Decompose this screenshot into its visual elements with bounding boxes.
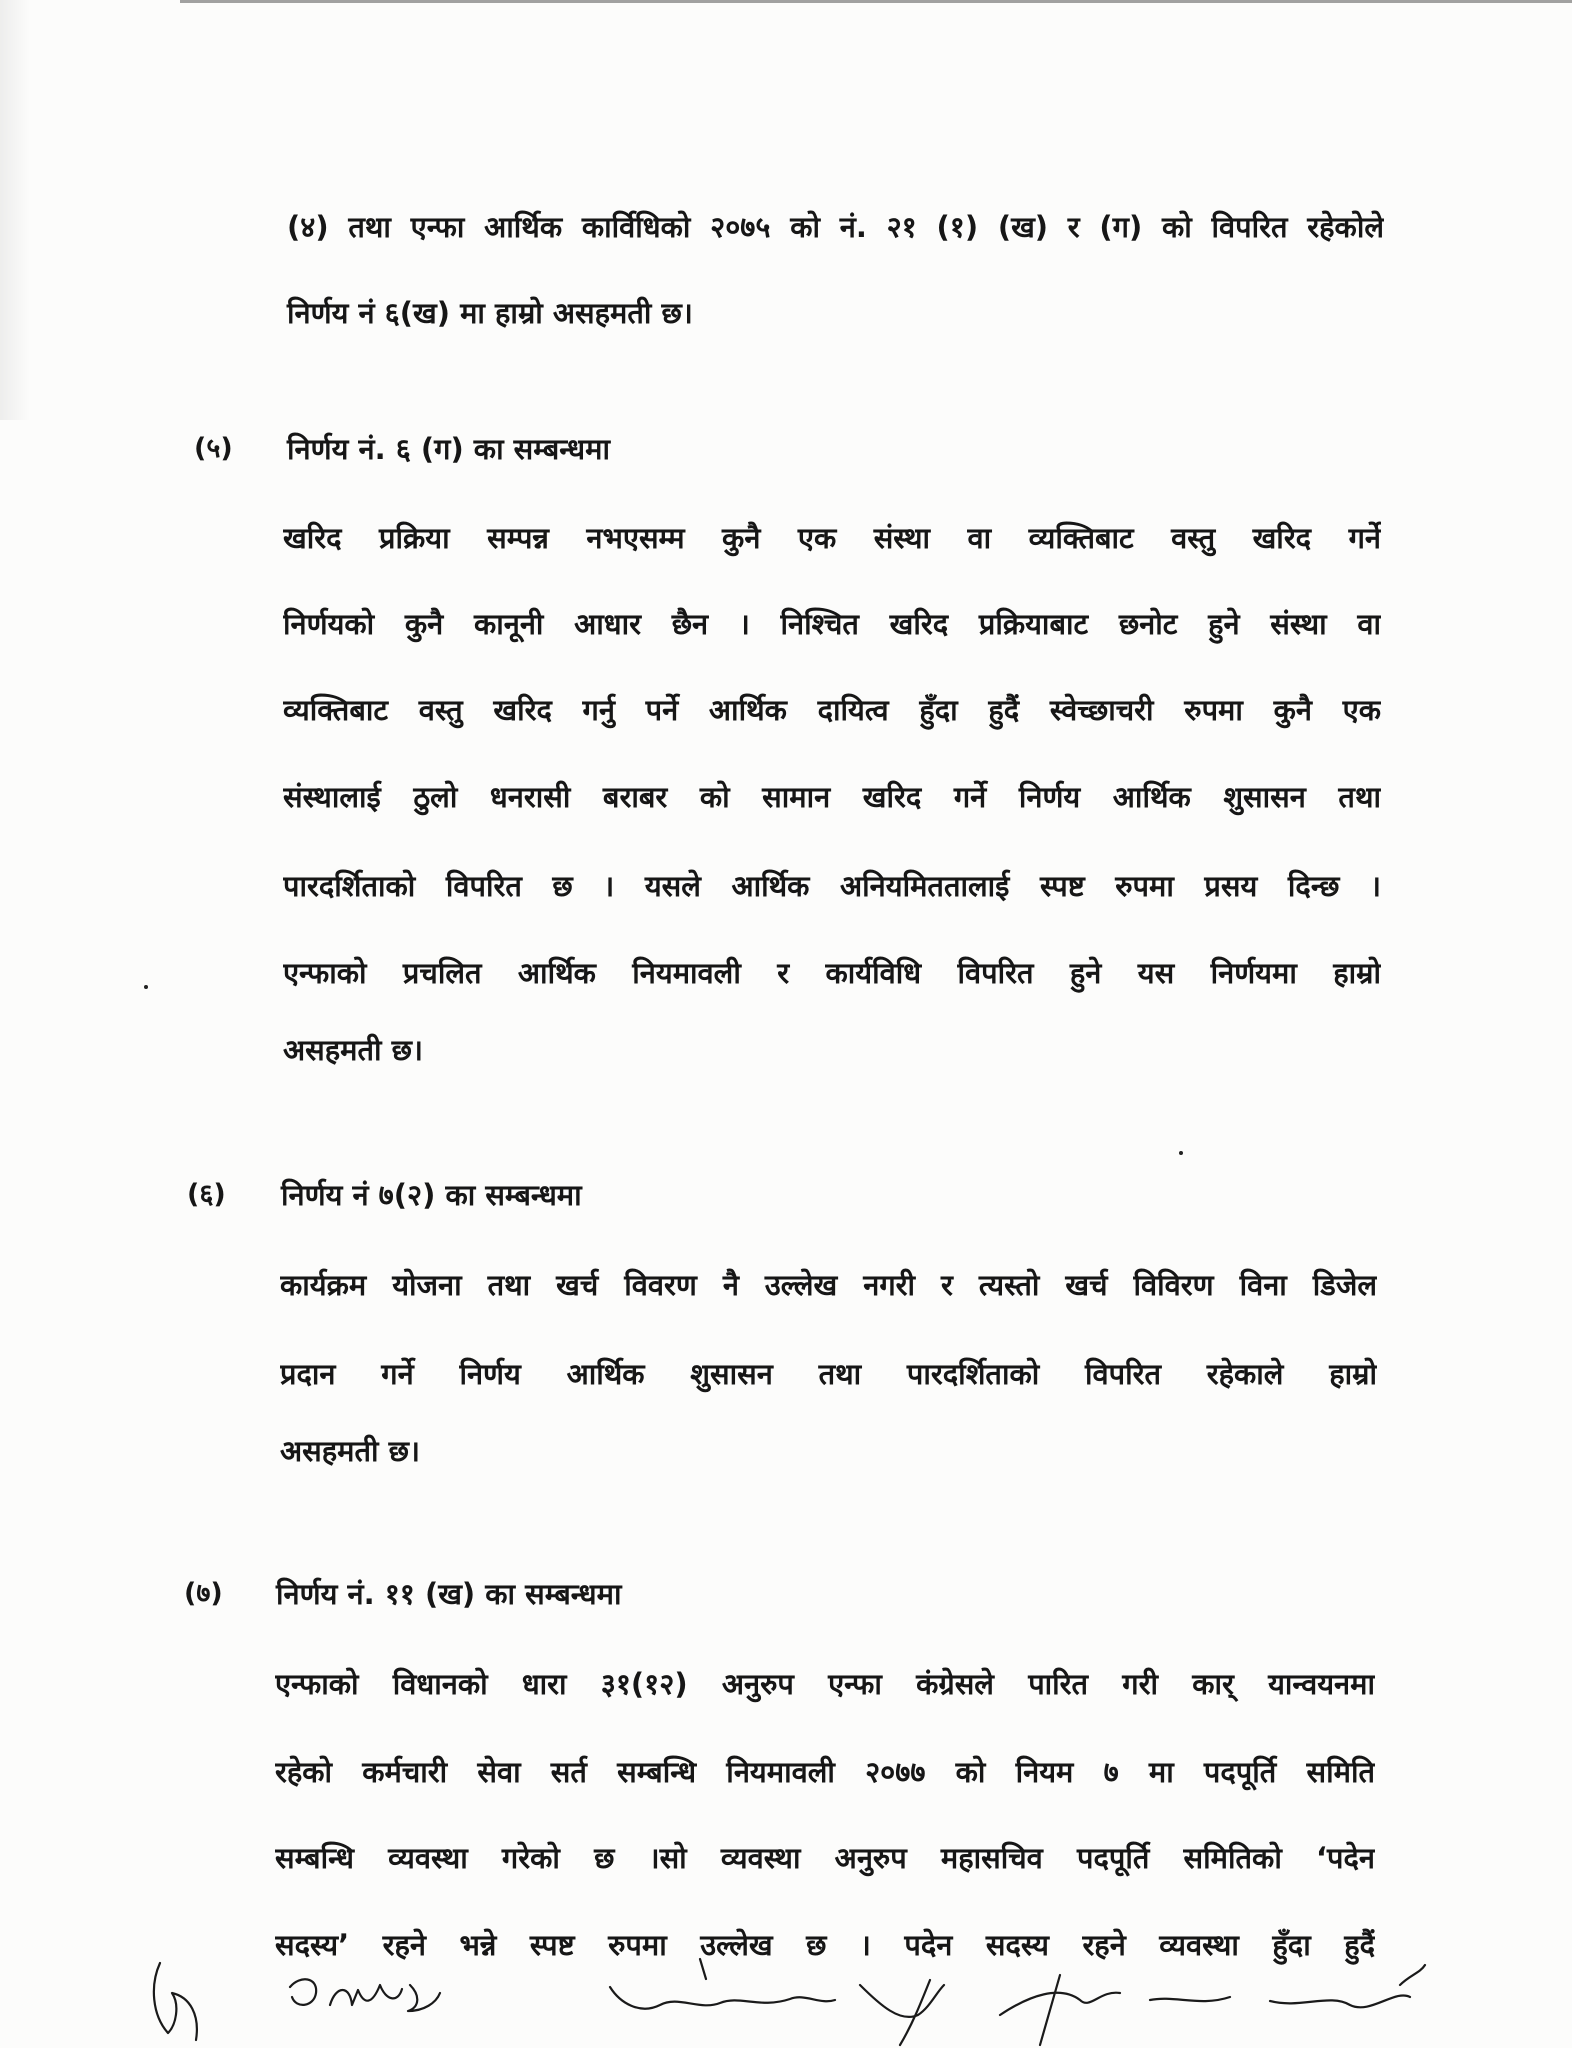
- signature-5: [1000, 1975, 1230, 2045]
- signature-1: [154, 1963, 197, 2040]
- section-5-number: (५): [194, 433, 233, 464]
- continuation-line-2: निर्णय नं ६(ख) मा हाम्रो असहमती छ।: [287, 296, 693, 330]
- section-5-line-6: एन्फाको प्रचलित आर्थिक नियमावली र कार्यविधि विपरित हुने यस निर्णयमा हाम्रो: [283, 956, 1381, 990]
- section-7-line-2: रहेको कर्मचारी सेवा सर्त सम्बन्धि नियमावली २०७७ को नियम ७ मा पदपूर्ति समिति: [275, 1755, 1375, 1789]
- section-6-line-2: प्रदान गर्ने निर्णय आर्थिक शुसासन तथा पारदर्शिताको विपरित रहेकाले हाम्रो: [280, 1357, 1377, 1391]
- section-6-heading: निर्णय नं ७(२) का सम्बन्धमा: [281, 1178, 582, 1212]
- stray-mark: [1179, 1151, 1183, 1155]
- section-7-line-1: एन्फाको विधानको धारा ३१(१२) अनुरुप एन्फा कंग्रेसले पारित गरी कार् यान्वयनमा: [275, 1667, 1375, 1701]
- section-5-line-7: असहमती छ।: [283, 1033, 423, 1067]
- section-5-line-5: पारदर्शिताको विपरित छ । यसले आर्थिक अनियमिततालाई स्पष्ट रुपमा प्रसय दिन्छ ।: [283, 869, 1381, 903]
- signature-strip: [0, 1945, 1572, 2048]
- signature-2: [290, 1979, 440, 2011]
- stray-mark: [144, 985, 148, 989]
- section-5-line-4: संस्थालाई ठुलो धनरासी बराबर को सामान खरिद गर्ने निर्णय आर्थिक शुसासन तथा: [283, 780, 1381, 814]
- section-5-line-3: व्यक्तिबाट वस्तु खरिद गर्नु पर्ने आर्थिक दायित्व हुँदा हुदैं स्वेच्छाचरी रुपमा कुनै एक: [283, 693, 1381, 727]
- section-7-number: (७): [184, 1578, 223, 1609]
- section-7-heading: निर्णय नं. ११ (ख) का सम्बन्धमा: [276, 1577, 622, 1611]
- section-6-number: (६): [187, 1179, 226, 1210]
- signature-3: [610, 1959, 835, 2009]
- section-5-line-2: निर्णयको कुनै कानूनी आधार छैन । निश्चित खरिद प्रक्रियाबाट छनोट हुने संस्था वा: [283, 607, 1381, 641]
- section-7-line-3: सम्बन्धि व्यवस्था गरेको छ ।सो व्यवस्था अनुरुप महासचिव पदपूर्ति समितिको ‘पदेन: [275, 1841, 1375, 1875]
- section-5-line-1: खरिद प्रक्रिया सम्पन्न नभएसम्म कुनै एक संस्था वा व्यक्तिबाट वस्तु खरिद गर्ने: [283, 521, 1381, 555]
- section-6-line-3: असहमती छ।: [280, 1434, 420, 1468]
- section-6-line-1: कार्यक्रम योजना तथा खर्च विवरण नै उल्लेख नगरी र त्यस्तो खर्च विविरण विना डिजेल: [280, 1268, 1377, 1302]
- page-fold-shadow: [0, 0, 30, 420]
- continuation-line-1: (४) तथा एन्फा आर्थिक कार्विधिको २०७५ को नं. २१ (१) (ख) र (ग) को विपरित रहेकोले: [287, 210, 1384, 244]
- signature-6: [1270, 1965, 1425, 2007]
- signature-4: [860, 1980, 944, 2045]
- section-7-line-4: सदस्य’ रहने भन्ने स्पष्ट रुपमा उल्लेख छ । पदेन सदस्य रहने व्यवस्था हुँदा हुदैं: [275, 1928, 1375, 1962]
- scan-edge: [180, 0, 1572, 3]
- section-5-heading: निर्णय नं. ६ (ग) का सम्बन्धमा: [287, 432, 610, 466]
